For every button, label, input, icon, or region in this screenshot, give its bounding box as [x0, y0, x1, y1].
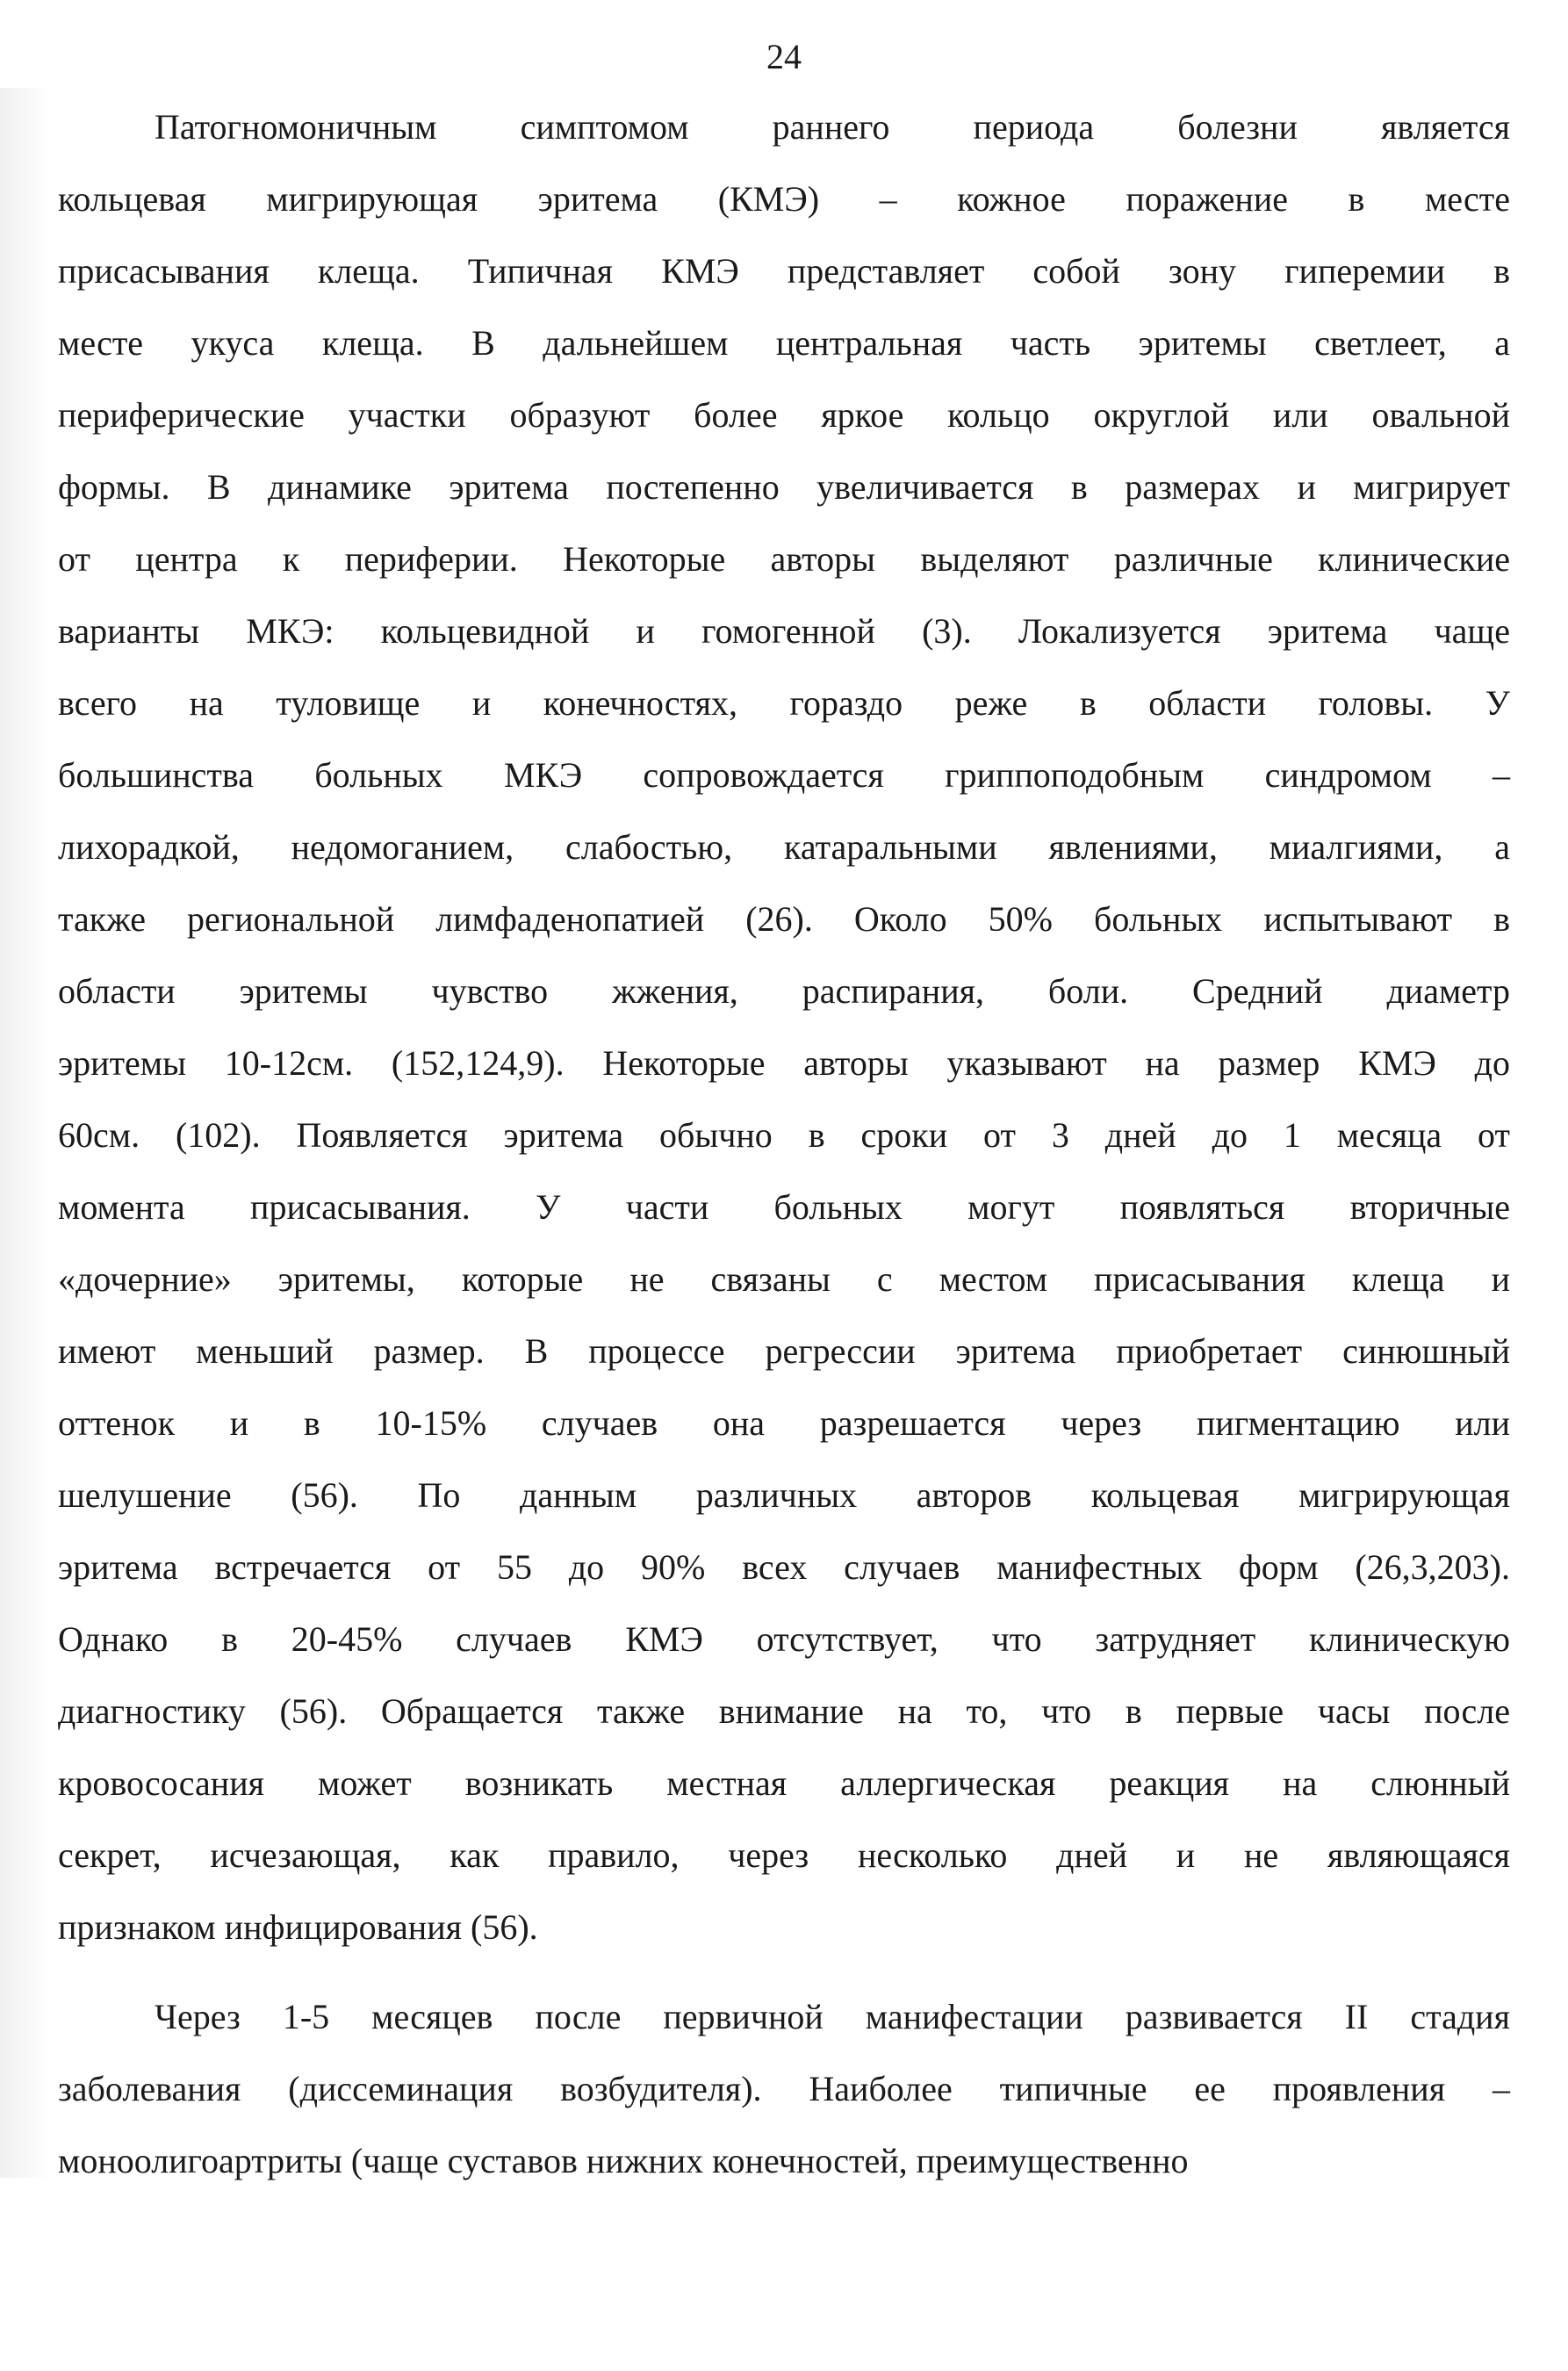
text-line: имеют меньший размер. В процессе регрессии эритема приобретает синюшный: [58, 1331, 1510, 1371]
text-line: секрет, исчезающая, как правило, через несколько дней и не являющаяся: [58, 1835, 1510, 1875]
scan-edge-shadow: [0, 88, 51, 2178]
paragraph: [58, 91, 1510, 1964]
text-line: момента присасывания. У части больных могут появляться вторичные: [58, 1187, 1510, 1227]
text-line: лихорадкой, недомоганием, слабостью, катаральными явлениями, миалгиями, а: [58, 827, 1510, 867]
text-line: «дочерние» эритемы, которые не связаны с местом присасывания клеща и: [58, 1259, 1510, 1299]
text-line: также региональной лимфаденопатией (26). Около 50% больных испытывают в: [58, 899, 1510, 939]
paragraph: [58, 1981, 1510, 2197]
text-line: формы. В динамике эритема постепенно увеличивается в размерах и мигрирует: [58, 467, 1510, 507]
text-line: периферические участки образуют более яркое кольцо округлой или овальной: [58, 395, 1510, 435]
page-number: 24: [766, 37, 802, 76]
text-line: оттенок и в 10-15% случаев она разрешается через пигментацию или: [58, 1403, 1510, 1443]
text-line: заболевания (диссеминация возбудителя). Наиболее типичные ее проявления –: [58, 2069, 1510, 2108]
text-line: шелушение (56). По данным различных авторов кольцевая мигрирующая: [58, 1475, 1510, 1515]
text-line: моноолигоартриты (чаще суставов нижних конечностей, преимущественно: [58, 2141, 1189, 2180]
text-line: присасывания клеща. Типичная КМЭ представляет собой зону гиперемии в: [58, 251, 1510, 291]
text-line: Патогномоничным симптомом раннего периода болезни является: [155, 107, 1510, 147]
text-line: большинства больных МКЭ сопровождается гриппоподобным синдромом –: [58, 755, 1510, 795]
text-line: области эритемы чувство жжения, распирания, боли. Средний диаметр: [58, 971, 1510, 1011]
text-line: кольцевая мигрирующая эритема (КМЭ) – кожное поражение в месте: [58, 179, 1510, 219]
text-line: Однако в 20-45% случаев КМЭ отсутствует, что затрудняет клиническую: [58, 1619, 1510, 1659]
text-line: эритемы 10-12см. (152,124,9). Некоторые авторы указывают на размер КМЭ до: [58, 1043, 1510, 1083]
text-line: кровососания может возникать местная аллергическая реакция на слюнный: [58, 1763, 1510, 1803]
text-line: 60см. (102). Появляется эритема обычно в сроки от 3 дней до 1 месяца от: [58, 1115, 1510, 1155]
body-text: [58, 91, 1510, 2197]
text-line: варианты МКЭ: кольцевидной и гомогенной (3). Локализуется эритема чаще: [58, 611, 1510, 651]
text-line: эритема встречается от 55 до 90% всех случаев манифестных форм (26,3,203).: [58, 1547, 1510, 1587]
text-line: месте укуса клеща. В дальнейшем центральная часть эритемы светлеет, а: [58, 323, 1510, 363]
text-line: признаком инфицирования (56).: [58, 1907, 538, 1947]
text-line: диагностику (56). Обращается также внимание на то, что в первые часы после: [58, 1691, 1510, 1731]
text-line: Через 1-5 месяцев после первичной манифестации развивается II стадия: [155, 1997, 1510, 2036]
text-line: от центра к периферии. Некоторые авторы выделяют различные клинические: [58, 539, 1510, 579]
text-line: всего на туловище и конечностях, гораздо реже в области головы. У: [58, 683, 1510, 723]
